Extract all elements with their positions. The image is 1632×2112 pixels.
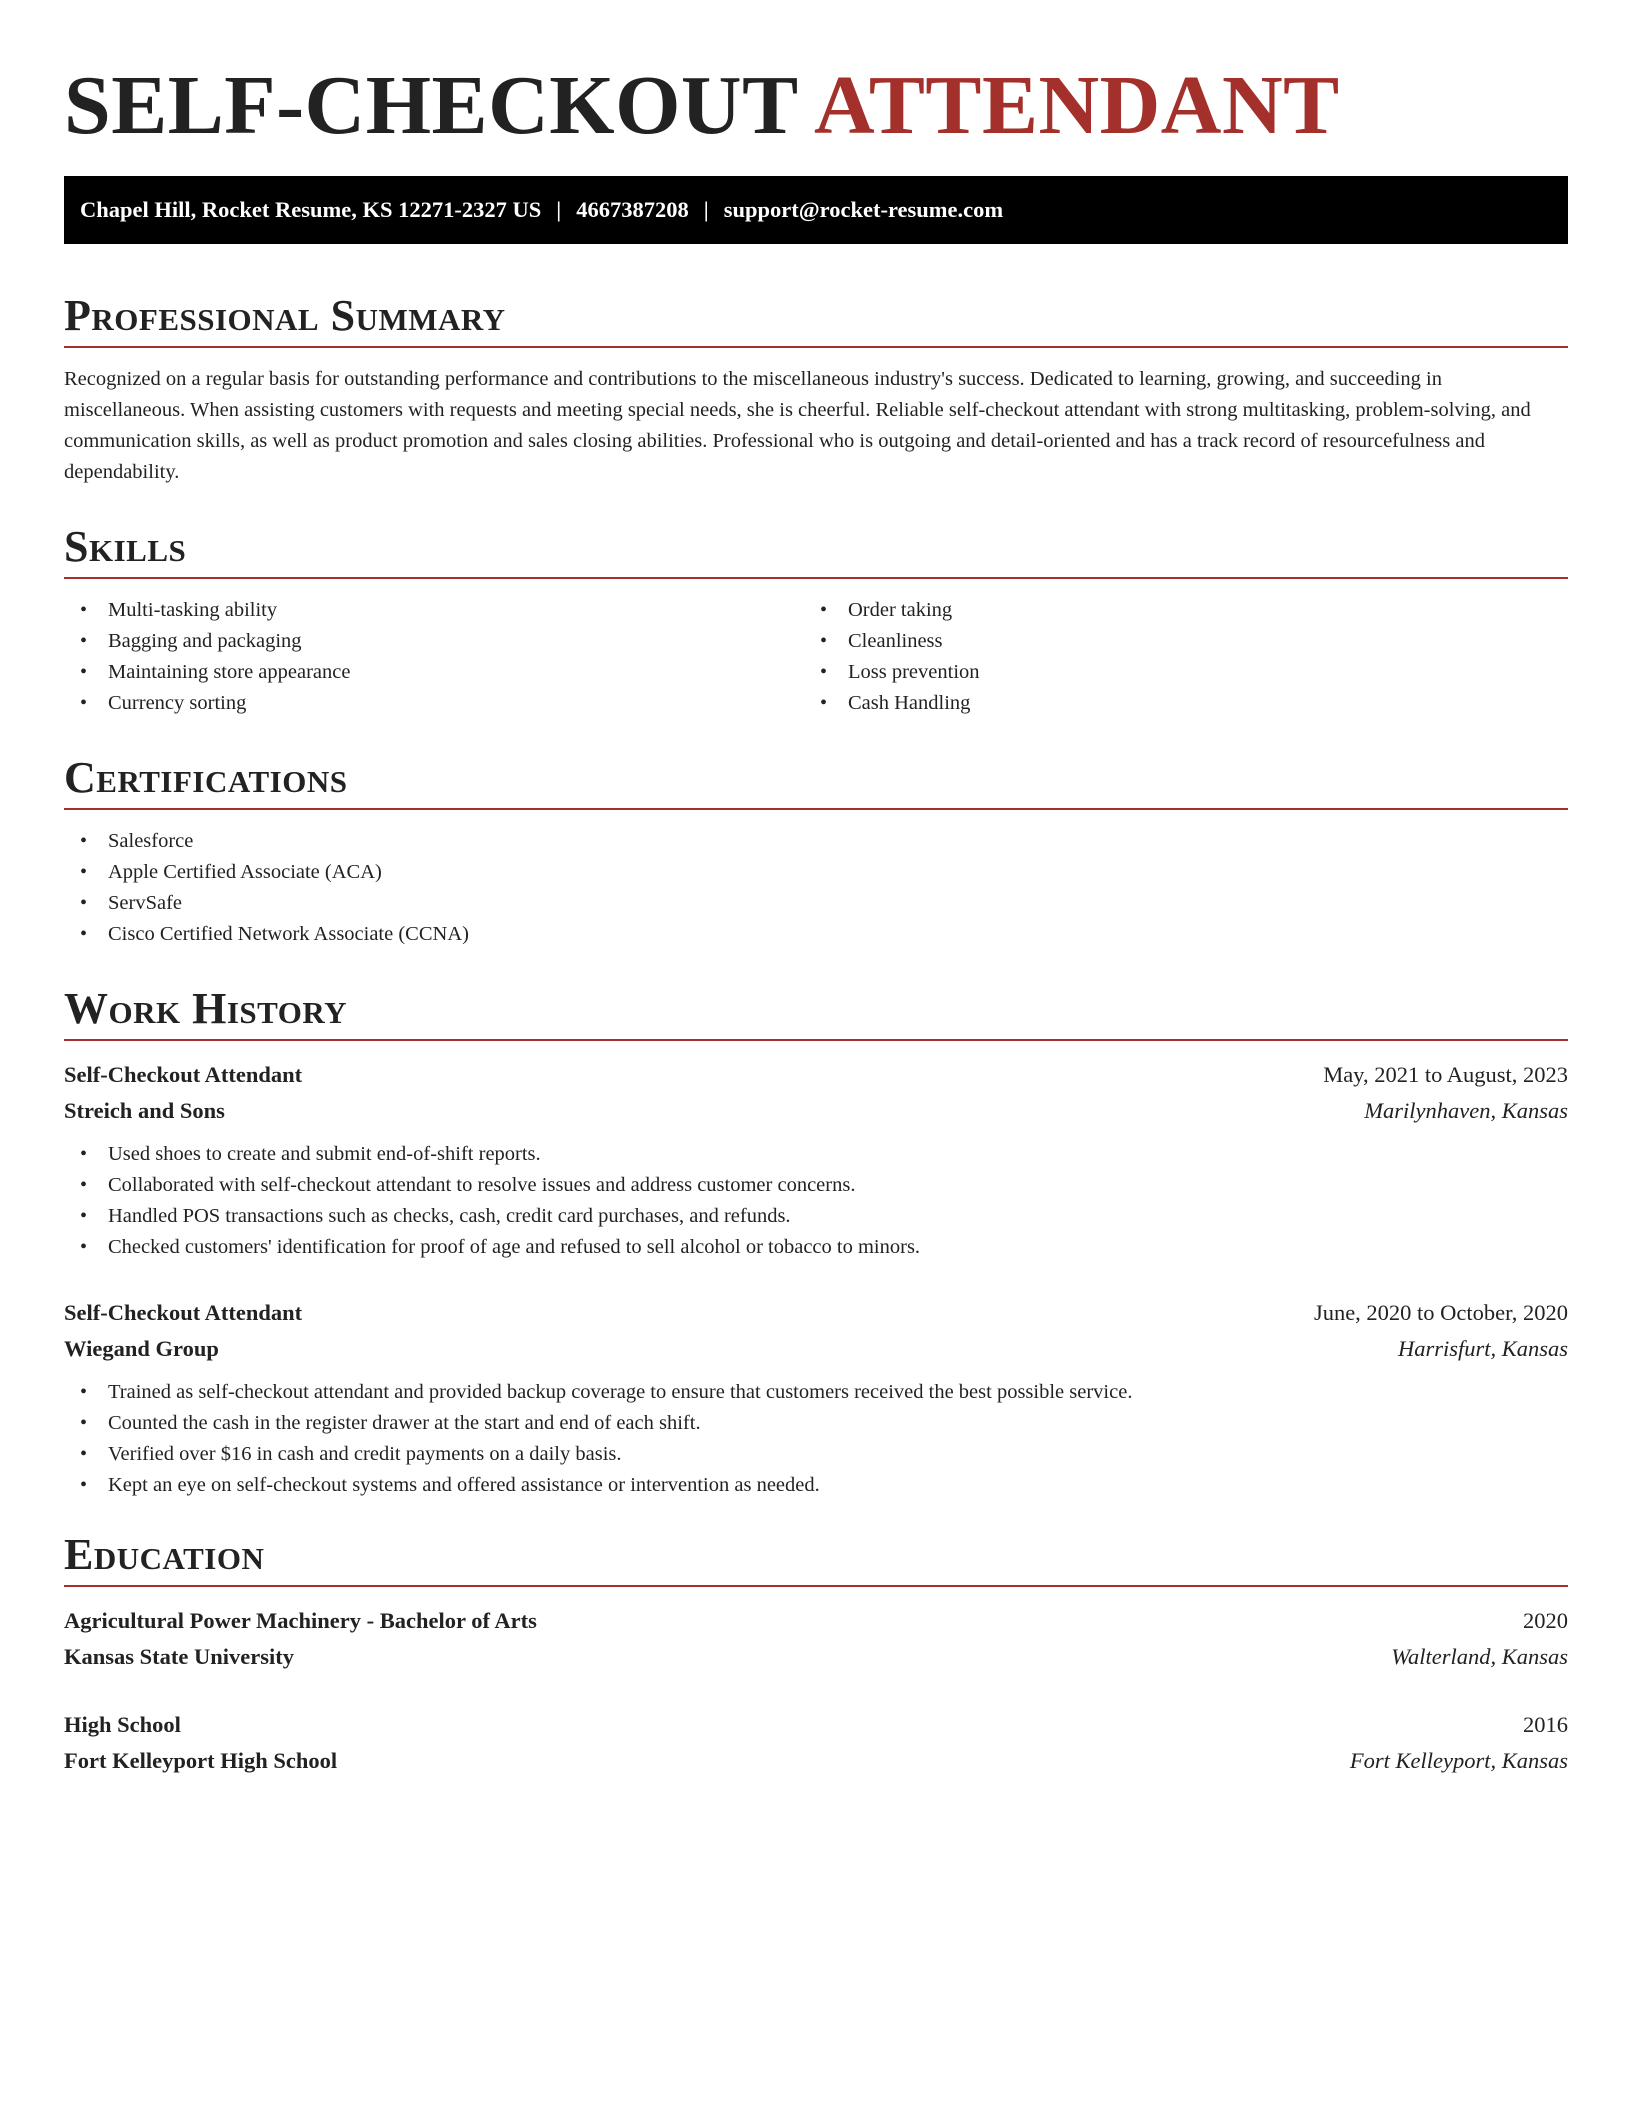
skills-grid (64, 595, 1568, 719)
certification-item: • Cisco Certified Network Associate (CCNA) (64, 919, 1568, 950)
summary-section (64, 286, 1568, 488)
certifications-heading: Certifications (64, 748, 1568, 810)
skill-item: • Multi-tasking ability (64, 595, 804, 626)
summary-text: Recognized on a regular basis for outstanding performance and contributions to the miscellaneous industry's success. Dedicated to learning, growing, and succeeding in miscellaneous. When assisting customers with requests and meeting special needs, she is cheerful. Reliable self-checkout attendant with strong multitasking, problem-solving, and communication skills, as well as product promotion and sales closing abilities. Professional who is outgoing and detail-oriented and has a track record of resourcefulness and dependability. (64, 368, 1531, 483)
skill-item: • Cash Handling (804, 688, 1544, 719)
contact-email: support@rocket-resume.com (723, 197, 1004, 222)
job-bullet: • Kept an eye on self-checkout systems and offered assistance or intervention as needed. (64, 1470, 1568, 1501)
resume-page (64, 0, 1568, 1779)
skills-list-right (804, 595, 1544, 719)
job-bullet: • Checked customers' identification for proof of age and refused to sell alcohol or tobacco to minors. (64, 1232, 1568, 1263)
certification-item: • ServSafe (64, 888, 1568, 919)
education-location: Fort Kelleyport, Kansas (1349, 1748, 1568, 1773)
education-entry (64, 1603, 1568, 1675)
education-header-row (64, 1707, 1568, 1743)
skills-list-left (64, 595, 804, 719)
education-school: Kansas State University (64, 1644, 294, 1669)
resume-title (64, 56, 1568, 156)
education-degree: High School (64, 1712, 181, 1737)
education-location: Walterland, Kansas (1391, 1644, 1568, 1669)
job-bullet: • Trained as self-checkout attendant and provided backup coverage to ensure that customers received the best possible service. (64, 1377, 1568, 1408)
contact-separator: | (703, 197, 709, 222)
education-school-row (64, 1743, 1568, 1779)
education-degree: Agricultural Power Machinery - Bachelor of Arts (64, 1608, 537, 1633)
job-bullet: • Counted the cash in the register drawer at the start and end of each shift. (64, 1408, 1568, 1439)
job-company-row (64, 1331, 1568, 1367)
work-history-heading: Work History (64, 979, 1568, 1041)
job-company: Streich and Sons (64, 1098, 225, 1123)
job-title: Self-Checkout Attendant (64, 1300, 303, 1325)
job-bullet: • Collaborated with self-checkout attendant to resolve issues and address customer concerns. (64, 1170, 1568, 1201)
work-history-section (64, 979, 1568, 1501)
certification-item: • Salesforce (64, 826, 1568, 857)
skill-item: • Order taking (804, 595, 1544, 626)
contact-address: Chapel Hill, Rocket Resume, KS 12271-2327 US (80, 197, 542, 222)
contact-separator: | (556, 197, 562, 222)
skill-item: • Cleanliness (804, 626, 1544, 657)
skill-item: • Maintaining store appearance (64, 657, 804, 688)
skill-item: • Loss prevention (804, 657, 1544, 688)
education-school-row (64, 1639, 1568, 1675)
job-bullets (64, 1139, 1568, 1263)
education-heading: Education (64, 1525, 1568, 1587)
certifications-section (64, 748, 1568, 950)
contact-phone: 4667387208 (576, 197, 689, 222)
job-dates: June, 2020 to October, 2020 (1313, 1300, 1568, 1325)
skills-heading: Skills (64, 517, 1568, 579)
job-entry (64, 1295, 1568, 1501)
education-year: 2020 (1523, 1608, 1568, 1633)
summary-heading: Professional Summary (64, 286, 1568, 348)
job-bullet: • Handled POS transactions such as checks, cash, credit card purchases, and refunds. (64, 1201, 1568, 1232)
education-school: Fort Kelleyport High School (64, 1748, 338, 1773)
job-bullet: • Used shoes to create and submit end-of-shift reports. (64, 1139, 1568, 1170)
title-part-1: SELF-CHECKOUT (64, 59, 798, 152)
certifications-list (64, 826, 1568, 950)
skills-section (64, 517, 1568, 719)
job-bullet: • Verified over $16 in cash and credit payments on a daily basis. (64, 1439, 1568, 1470)
job-header-row (64, 1295, 1568, 1331)
job-company-row (64, 1093, 1568, 1129)
education-year: 2016 (1523, 1712, 1568, 1737)
education-entry (64, 1707, 1568, 1779)
education-section (64, 1525, 1568, 1779)
contact-bar (64, 176, 1568, 244)
job-dates: May, 2021 to August, 2023 (1323, 1062, 1568, 1087)
certification-item: • Apple Certified Associate (ACA) (64, 857, 1568, 888)
job-bullets (64, 1377, 1568, 1501)
job-header-row (64, 1057, 1568, 1093)
job-location: Harrisfurt, Kansas (1397, 1336, 1568, 1361)
job-location: Marilynhaven, Kansas (1364, 1098, 1568, 1123)
skill-item: • Bagging and packaging (64, 626, 804, 657)
title-part-2: ATTENDANT (813, 59, 1340, 152)
education-header-row (64, 1603, 1568, 1639)
skill-item: • Currency sorting (64, 688, 804, 719)
job-company: Wiegand Group (64, 1336, 219, 1361)
job-title: Self-Checkout Attendant (64, 1062, 303, 1087)
job-entry (64, 1057, 1568, 1263)
